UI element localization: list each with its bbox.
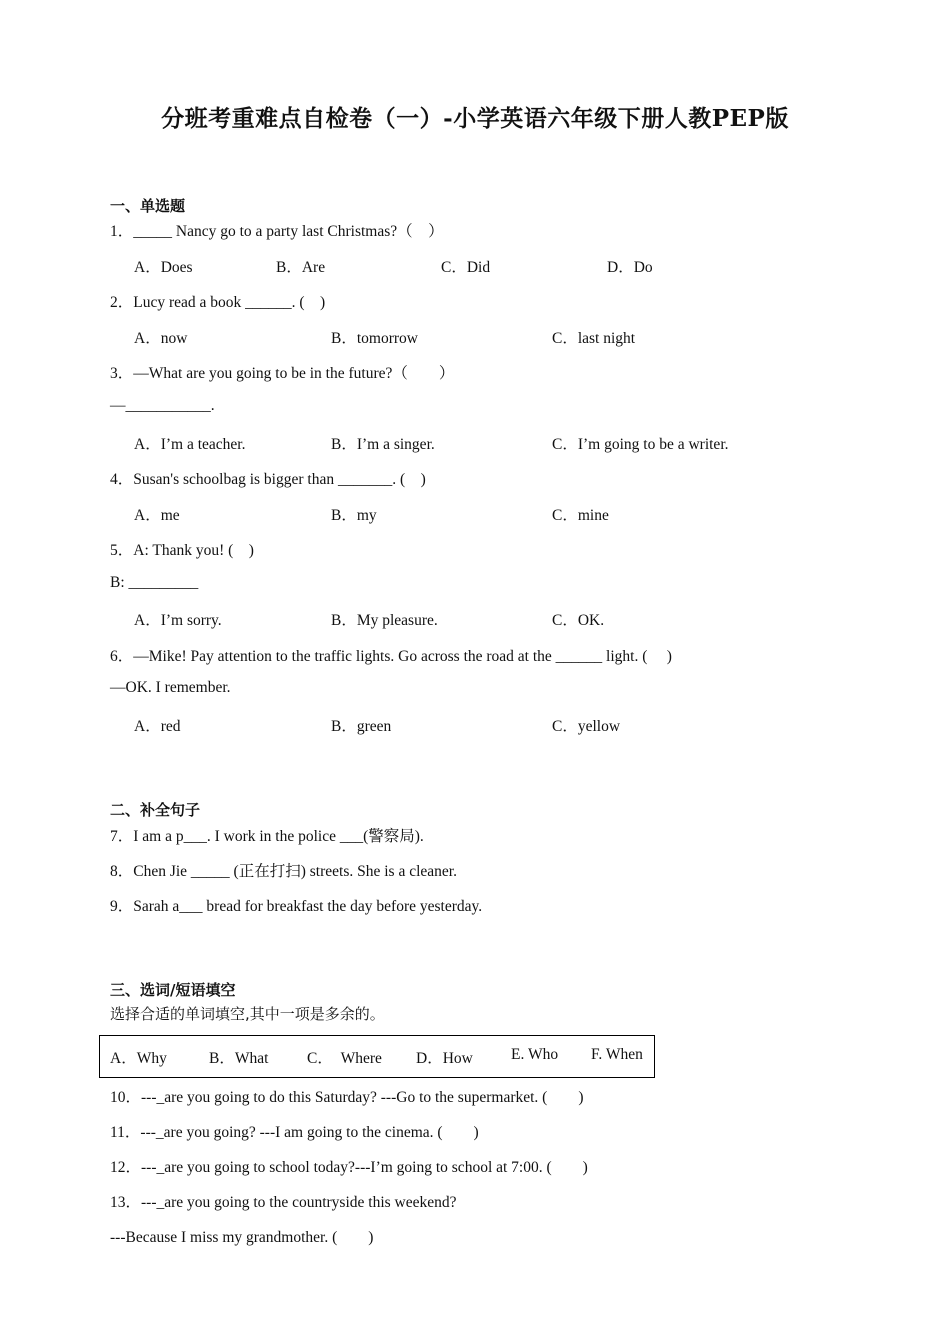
question-5-option-b[interactable]: B．My pleasure. — [331, 612, 438, 629]
question-6-option-c[interactable]: C．yellow — [552, 718, 621, 735]
question-10: 10．---_are you going to do this Saturday? ---Go to the supermarket. ( ) — [110, 1089, 584, 1106]
question-2-stem: 2．Lucy read a book ______. ( ) — [110, 294, 326, 311]
question-5-answer-line: B: _________ — [110, 574, 199, 591]
question-5-stem: 5．A: Thank you! ( ) — [110, 542, 254, 559]
question-4-option-a[interactable]: A．me — [134, 507, 180, 524]
question-2-option-b[interactable]: B．tomorrow — [331, 330, 418, 347]
word-bank-item: E. Who — [511, 1046, 559, 1063]
question-5-option-c[interactable]: C．OK. — [552, 612, 605, 629]
question-1-option-a[interactable]: A．Does — [134, 259, 193, 276]
question-4-option-b[interactable]: B．my — [331, 507, 377, 524]
question-3-answer-line: —___________. — [110, 397, 215, 414]
question-1-option-b[interactable]: B．Are — [276, 259, 326, 276]
question-2-option-a[interactable]: A．now — [134, 330, 188, 347]
question-6-option-a[interactable]: A．red — [134, 718, 181, 735]
question-6-stem: 6．—Mike! Pay attention to the traffic lights. Go across the road at the ______ light. ( ) — [110, 648, 672, 665]
question-3-option-c[interactable]: C．I’m going to be a writer. — [552, 436, 729, 453]
question-12: 12．---_are you going to school today?---I’m going to school at 7:00. ( ) — [110, 1159, 588, 1176]
question-1-option-d[interactable]: D．Do — [607, 259, 653, 276]
question-13-response: ---Because I miss my grandmother. ( ) — [110, 1229, 374, 1246]
word-bank-item: D．How — [416, 1050, 473, 1067]
question-1-stem: 1．_____ Nancy go to a party last Christmas?（ ） — [110, 223, 444, 240]
question-13-stem: 13．---_are you going to the countryside this weekend? — [110, 1194, 457, 1211]
question-1-option-c[interactable]: C．Did — [441, 259, 491, 276]
section-heading-complete-sentences: 二、补全句子 — [110, 801, 201, 819]
question-4-stem: 4．Susan's schoolbag is bigger than _______. ( ) — [110, 471, 426, 488]
question-6-response: —OK. I remember. — [110, 679, 231, 696]
instruction-text: 选择合适的单词填空,其中一项是多余的。 — [110, 1005, 385, 1023]
page-title: 分班考重难点自检卷（一）-小学英语六年级下册人教PEP版 — [161, 105, 789, 132]
question-2-option-c[interactable]: C．last night — [552, 330, 636, 347]
question-6-option-b[interactable]: B．green — [331, 718, 392, 735]
word-bank-item: B．What — [209, 1050, 269, 1067]
question-5-option-a[interactable]: A．I’m sorry. — [134, 612, 222, 629]
section-heading-word-fill: 三、选词/短语填空 — [110, 981, 236, 999]
word-bank-box — [99, 1035, 655, 1078]
question-11: 11．---_are you going? ---I am going to the cinema. ( ) — [110, 1124, 479, 1141]
question-7: 7．I am a p___. I work in the police ___(警察局). — [110, 828, 424, 845]
question-9: 9．Sarah a___ bread for breakfast the day before yesterday. — [110, 898, 483, 915]
question-3-stem: 3．—What are you going to be in the future?（ ） — [110, 365, 455, 382]
question-3-option-a[interactable]: A．I’m a teacher. — [134, 436, 246, 453]
question-8: 8．Chen Jie _____ (正在打扫) streets. She is a cleaner. — [110, 863, 457, 880]
word-bank-item: C． Where — [307, 1050, 382, 1067]
word-bank-item: A．Why — [110, 1050, 167, 1067]
question-4-option-c[interactable]: C．mine — [552, 507, 609, 524]
question-3-option-b[interactable]: B．I’m a singer. — [331, 436, 435, 453]
word-bank-item: F. When — [591, 1046, 643, 1063]
section-heading-single-choice: 一、单选题 — [110, 197, 186, 215]
